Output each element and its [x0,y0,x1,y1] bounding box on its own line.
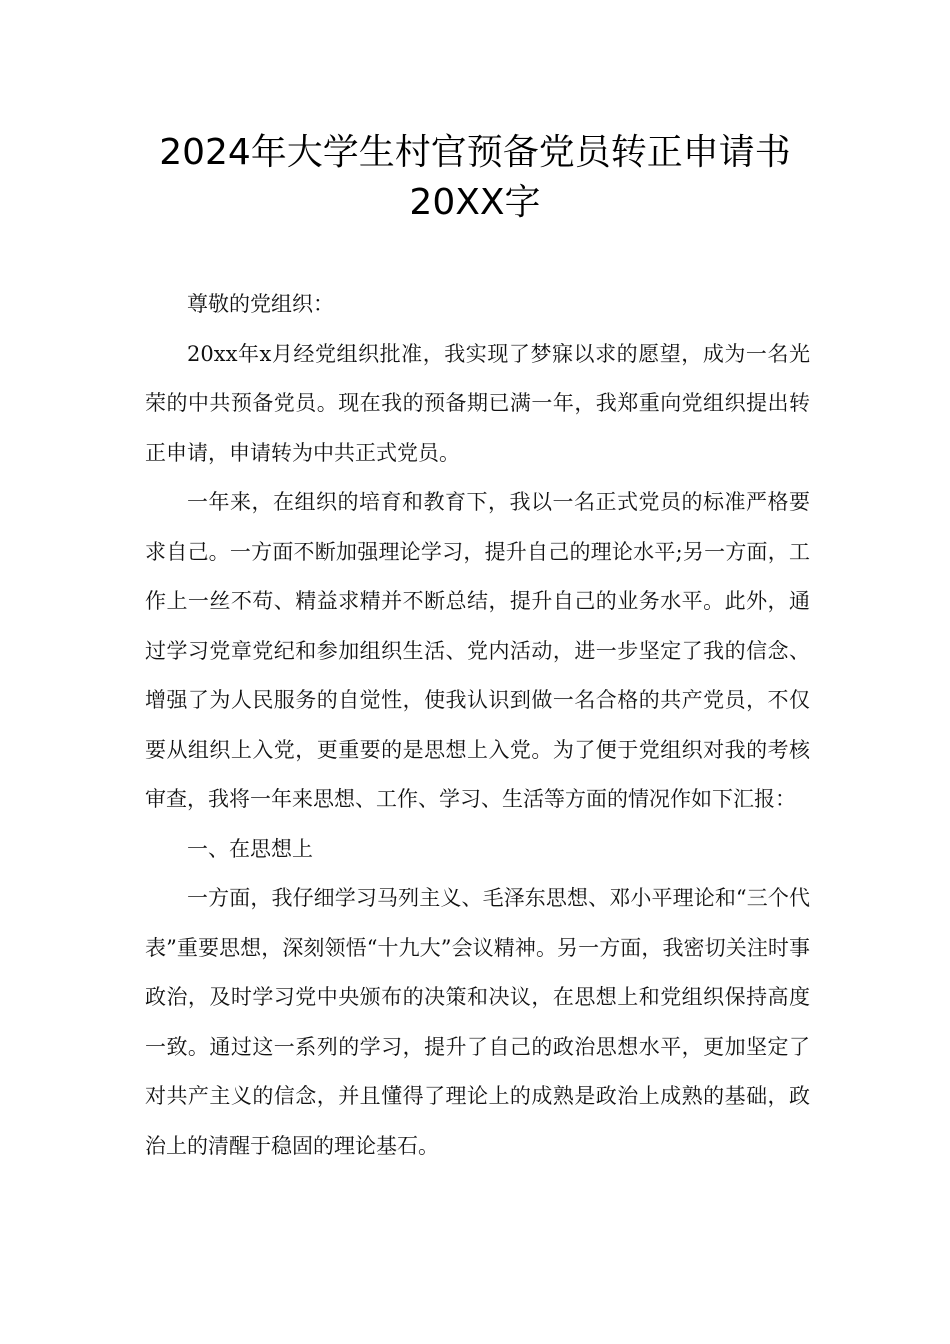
document-title [100,128,850,228]
paragraph-2: 一年来，在组织的培育和教育下，我以一名正式党员的标准严格要求自己。一方面不断加强理论学习，提升自己的理论水平;另一方面，工作上一丝不苟、精益求精并不断总结，提升自己的业务水平。此外，通过学习党章党纪和参加组织生活、党内活动，进一步坚定了我的信念、增强了为人民服务的自觉性，使我认识到做一名合格的共产党员，不仅要从组织上入党，更重要的是思想上入党。为了便于党组织对我的考核审查，我将一年来思想、工作、学习、生活等方面的情况作如下汇报： [145,490,810,811]
paragraph-3: 一方面，我仔细学习马列主义、毛泽东思想、邓小平理论和“三个代表”重要思想，深刻领悟“十九大”会议精神。另一方面，我密切关注时事政治，及时学习党中央颁布的决策和决议，在思想上和党组织保持高度一致。通过这一系列的学习，提升了自己的政治思想水平，更加坚定了对共产主义的信念，并且懂得了理论上的成熟是政治上成熟的基础，政治上的清醒于稳固的理论基石。 [145,886,810,1158]
document-body [145,280,810,1171]
salutation: 尊敬的党组织： [187,292,334,316]
paragraph-1: 20xx年x月经党组织批准，我实现了梦寐以求的愿望，成为一名光荣的中共预备党员。现在我的预备期已满一年，我郑重向党组织提出转正申请，申请转为中共正式党员。 [145,341,810,465]
title-line-2: 20XX字 [409,182,541,223]
section-heading-thought: 一、在思想上 [187,836,313,861]
title-line-1: 2024年大学生村官预备党员转正申请书 [159,132,791,173]
